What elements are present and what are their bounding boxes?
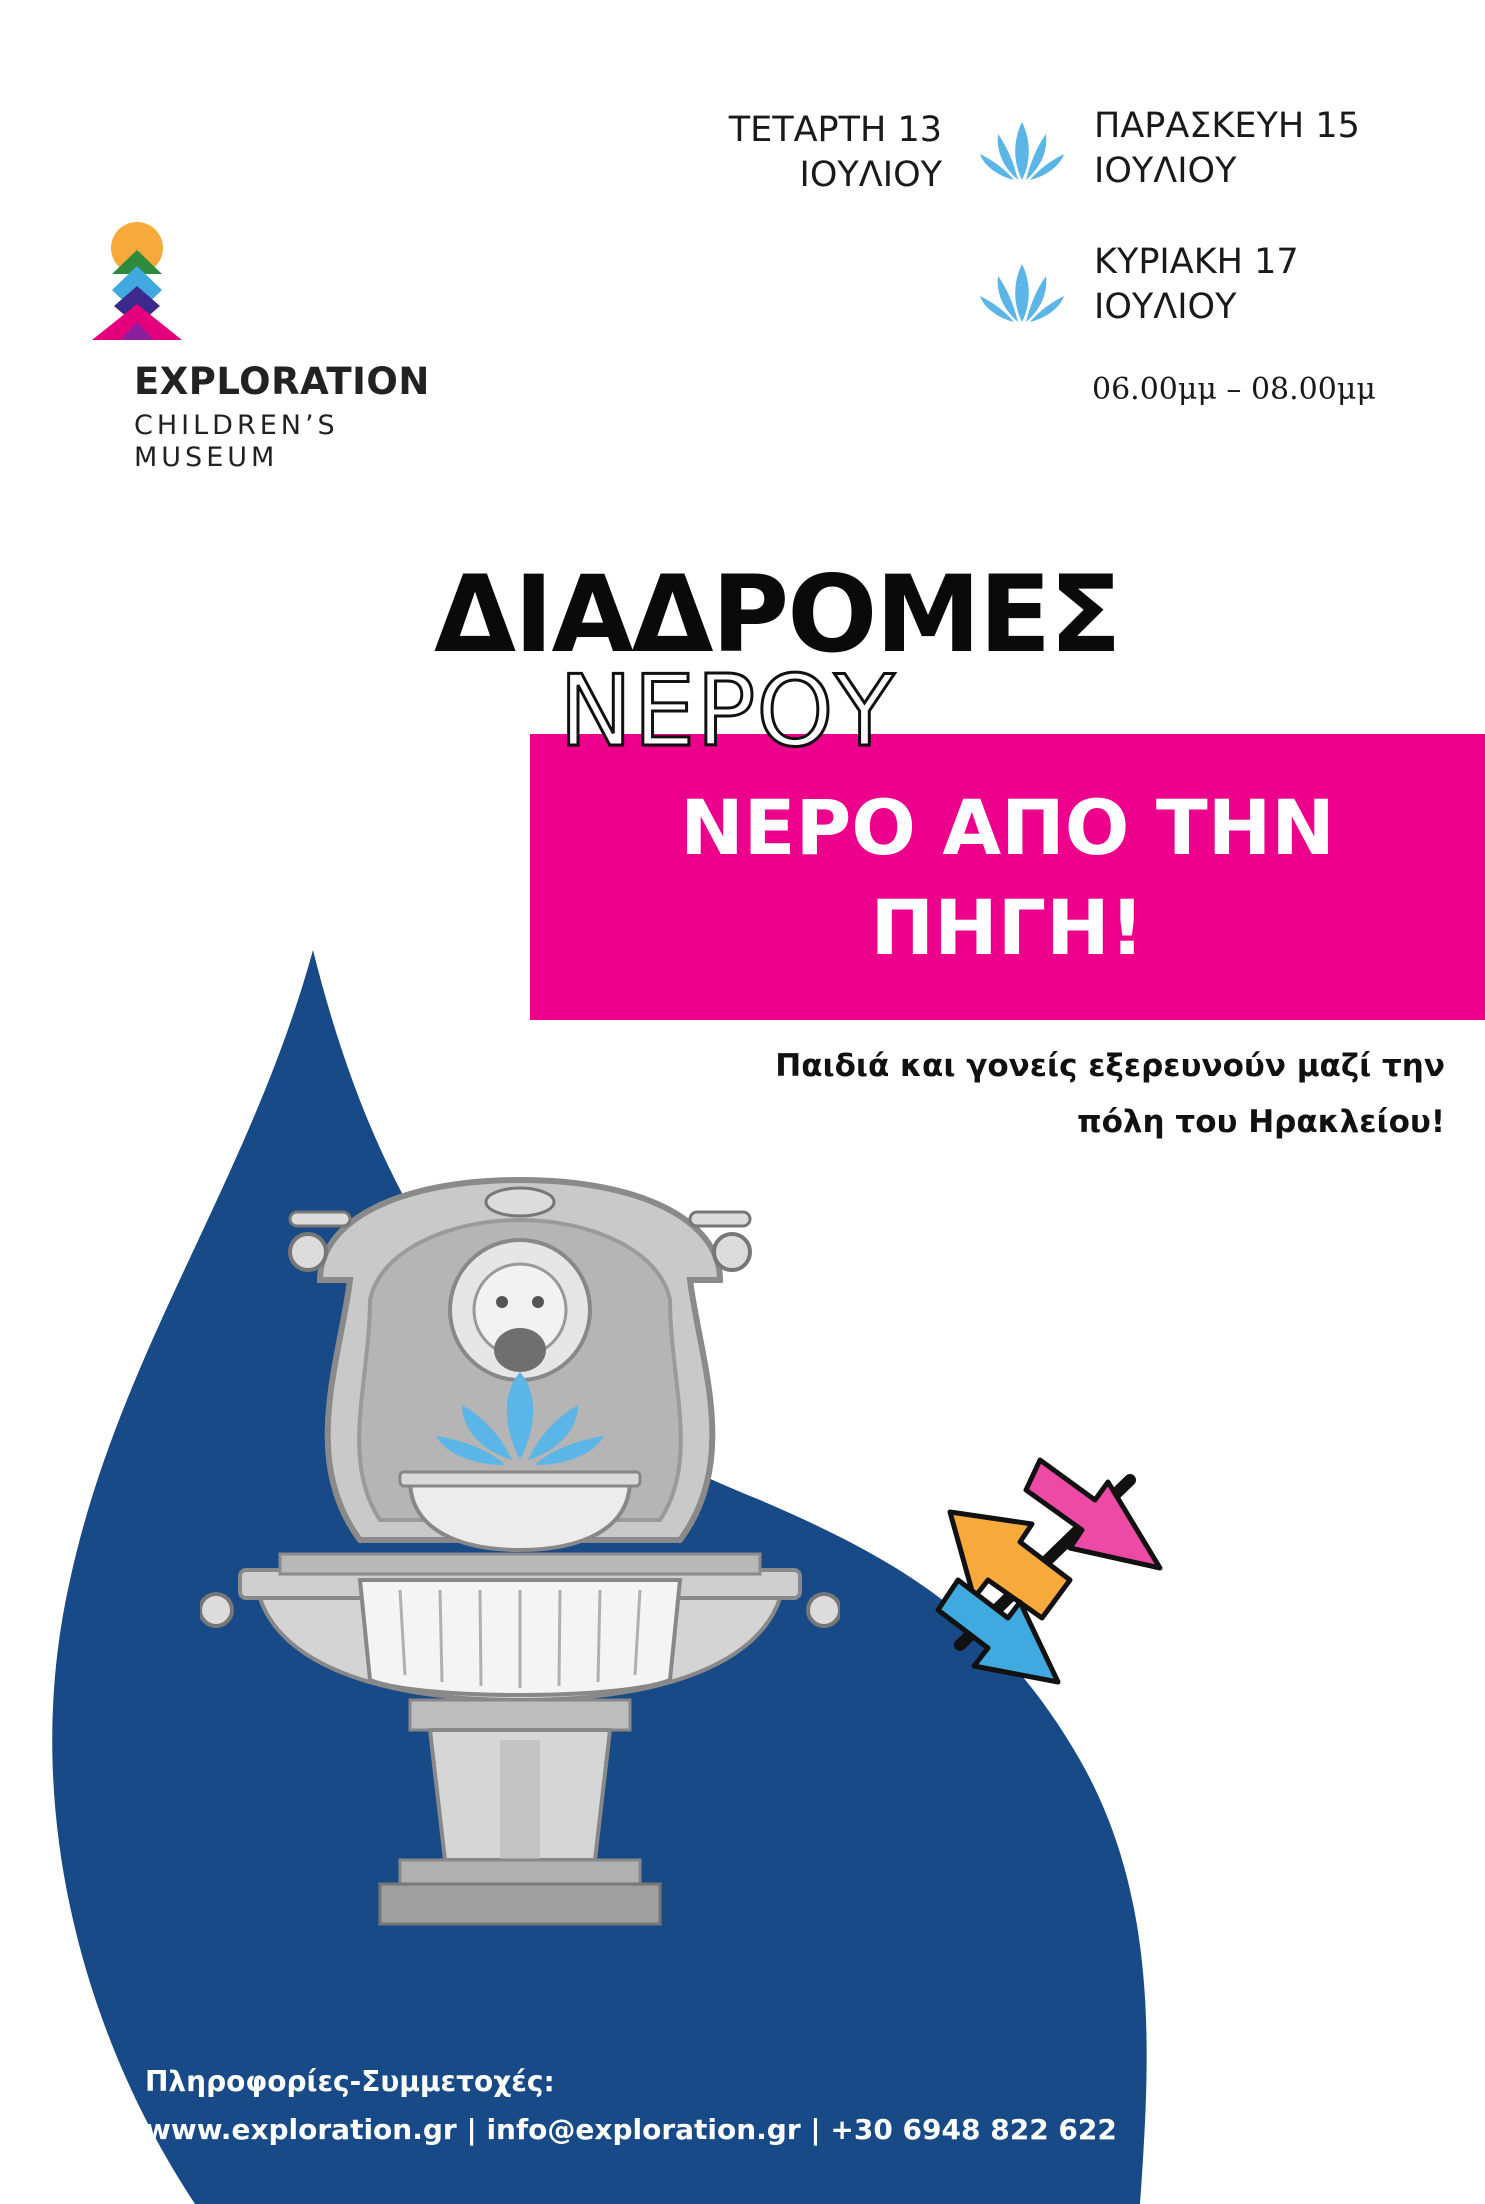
headline-text: ΝΕΡΟ ΑΠΟ ΤΗΝ ΠΗΓΗ! [680,783,1335,972]
logo-name-line2: CHILDREN’S [134,410,339,441]
page-subtitle-outline: ΝΕΡΟΥ [559,655,896,769]
logo-name-line1: EXPLORATION [134,360,430,403]
page-title: ΔΙΑΔΡΟΜΕΣ [434,553,1120,676]
water-splash-icon [978,120,1066,182]
water-splash-icon [978,262,1066,324]
lion-fountain-illustration [200,1160,840,1950]
event-date-sunday: ΚΥΡΙΑΚΗ 17 ΙΟΥΛΙΟΥ [1094,242,1299,327]
exploration-logo-icon [92,222,182,342]
event-date-wednesday: ΤΕΤΑΡΤΗ 13 ΙΟΥΛΙΟΥ [728,110,942,195]
direction-arrows-icon [930,1420,1170,1690]
tagline: Παιδιά και γονείς εξερευνούν μαζί την πόλη του Ηρακλείου! [775,1048,1445,1140]
logo-name-line3: MUSEUM [134,442,279,473]
event-time: 06.00μμ – 08.00μμ [1092,372,1376,407]
contact-info [145,2058,1117,2154]
contact-label: Πληροφορίες-Συμμετοχές: [145,2065,555,2098]
event-date-friday: ΠΑΡΑΣΚΕΥΗ 15 ΙΟΥΛΙΟΥ [1094,106,1360,191]
contact-details: www.exploration.gr | info@exploration.gr | +30 6948 822 622 [145,2113,1117,2146]
